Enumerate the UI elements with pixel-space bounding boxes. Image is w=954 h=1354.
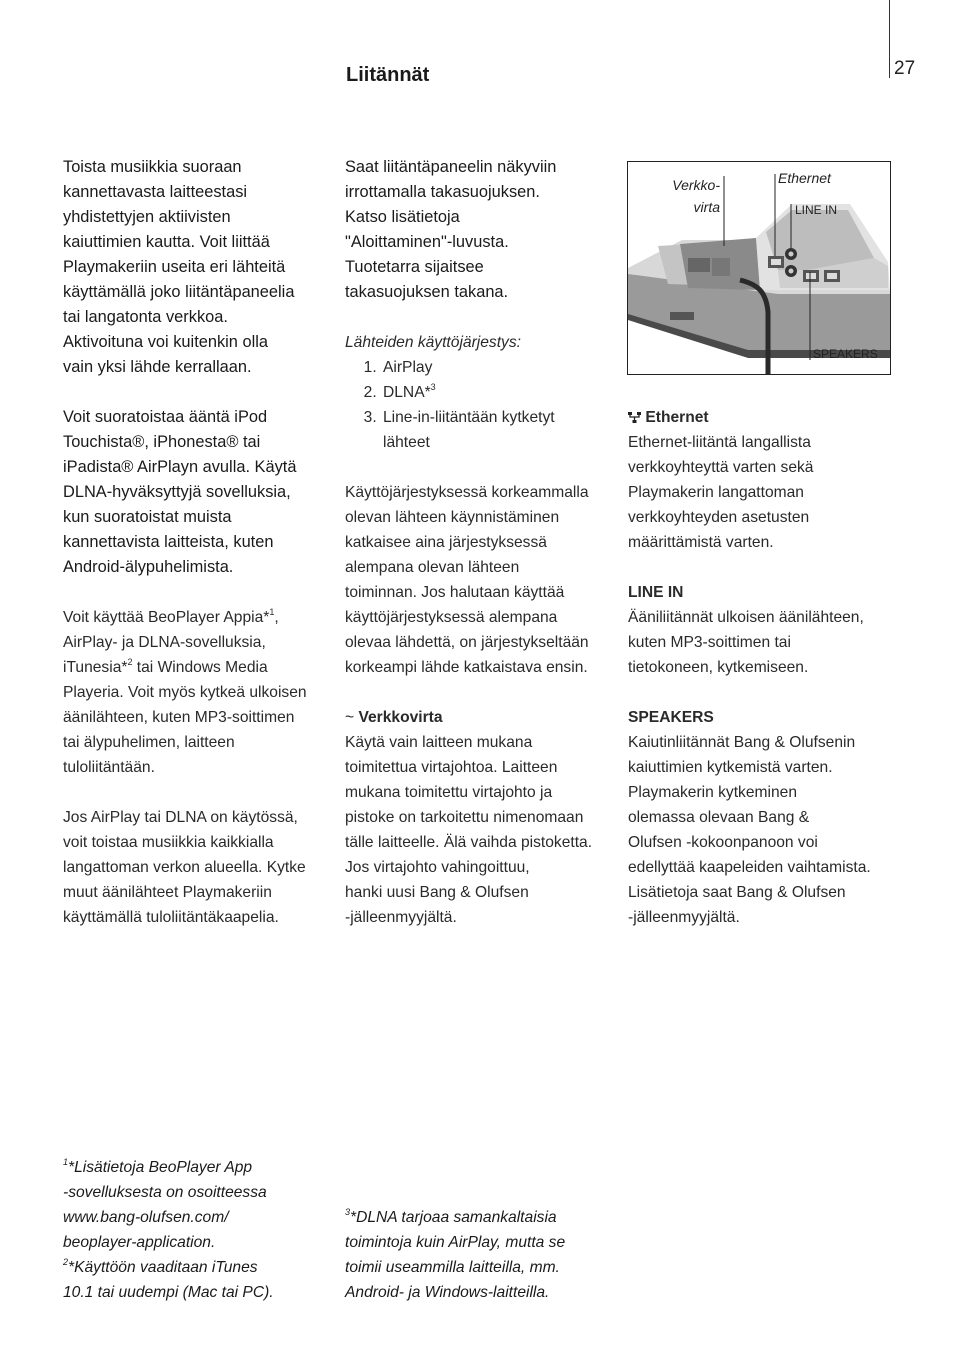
linein-paragraph: Ääniliitännät ulkoisen äänilähteen, kuten MP3-soittimen tai tietokoneen, kytkemiseen. [628,609,864,676]
column-3 [628,405,893,955]
connection-panel-figure [627,161,891,375]
speakers-paragraph: Kaiutinliitännät Bang & Olufsenin kaiuttimien kytkemistä varten. Playmakerin kytkeminen olemassa olevaan Bang & Olufsen -kokoonpanoon voi edellyttää kaapeleiden vaihtamista. Lisätietoja saat Bang & Olufsen -jälleenmyyjältä. [628,734,871,926]
intro-paragraph: Toista musiikkia suoraan kannettavasta laitteestasi yhdistettyjen aktiivisten kaiuttimien kautta. Voit liittää Playmakeriin useita eri lähteitä käyttämällä joko liitäntäpaneelia tai langatonta verkkoa. Aktivoituna voi kuitenkin olla vain yksi lähde kerrallaan. [63,158,295,376]
power-label: Verkko- virta [672,177,720,215]
power-paragraph: Käytä vain laitteen mukana toimitettua virtajohtoa. Laitteen mukana toimitettu virtajohto ja pistoke on tarkoitettu nimenomaan tälle laitteelle. Älä vaihda pistoketta. Jos virtajohto vahingoittuu, hanki uusi Bang & Olufsen -jälleenmyyjältä. [345,734,593,926]
network-icon [628,412,641,423]
list-item: 1. AirPlay [381,355,615,380]
ethernet-heading: Ethernet [628,405,893,430]
footnote-2: $^2$*Käyttöön vaaditaan iTunes 10.1 tai uudempi (Mac tai PC). [63,1256,274,1301]
footnotes-left [63,1155,343,1305]
power-socket [688,258,710,272]
ethernet-label: Ethernet [778,170,831,186]
list-item: 3. Line-in-liitäntään kytketyt lähteet [381,405,615,455]
power-wave-icon: ~ [345,709,355,726]
panel-paragraph: Saat liitäntäpaneelin näkyviin irrottamalla takasuojuksen. Katso lisätietoja "Aloittaminen"-luvusta. Tuotetarra sijaitsee takasuojuksen takana. [345,158,557,301]
column-1 [63,155,333,605]
wireless-paragraph: Jos AirPlay tai DLNA on käytössä, voit toistaa musiikkia kaikkialla langattoman verkon alueella. Kytke muut äänilähteet Playmakeriin käyttämällä tuloliitäntäkaapelia. [63,809,306,926]
ethernet-paragraph: Ethernet-liitäntä langallista verkkoyhteyttä varten sekä Playmakerin langattoman verkkoyhteyden asetusten määrittämistä varten. [628,434,814,551]
speakers-label: SPEAKERS [813,347,878,361]
column-1-lower [63,605,333,955]
speakers-heading: SPEAKERS [628,709,714,726]
column-2 [345,155,615,330]
header-rule [889,0,890,78]
apps-paragraph: Voit käyttää BeoPlayer Appia*$^1$, AirPlay- ja DLNA-sovelluksia, iTunesia*$^2$ tai Windows Media Playeria. Voit myös kytkeä ulkoisen äänilähteen, kuten MP3-soittimen tai älypuhelimen, laitteen tuloliitäntään. [63,606,307,776]
page-title: Liitännät [346,64,430,86]
column-2-lower [345,330,615,955]
airplay-paragraph: Voit suoratoistaa ääntä iPod Touchista®, iPhonesta® tai iPadista® AirPlayn avulla. Käytä DLNA-hyväksyttyjä sovelluksia, kun suoratoistat muista kannettavista laitteista, kuten Android-älypuhelimista. [63,408,297,576]
page-number: 27 [894,58,916,79]
power-heading: ~ Verkkovirta [345,709,443,726]
source-order-list [345,355,615,455]
order-heading: Lähteiden käyttöjärjestys: [345,334,521,351]
footnote-1: $^1$*Lisätietoja BeoPlayer App -sovelluksesta on osoitteessa www.bang-olufsen.com/ beoplayer-application. [63,1156,267,1251]
linein-heading: LINE IN [628,584,684,601]
line-in-label: LINE IN [795,203,838,217]
list-item: 2. DLNA*$^3$ [381,380,615,405]
priority-paragraph: Käyttöjärjestyksessä korkeammalla olevan lähteen käynnistäminen katkaisee aina järjestyksessä alempana olevan lähteen toiminnan. Jos halutaan käyttää käyttöjärjestyksessä alempana olevaa lähdettä, on järjestykseltään korkeampi lähde katkaistava ensin. [345,484,589,676]
footnote-3: $^3$*DLNA tarjoaa samankaltaisia toimintoja kuin AirPlay, mutta se toimii useammilla laitteilla, mm. Android- ja Windows-laitteilla. [345,1206,566,1301]
